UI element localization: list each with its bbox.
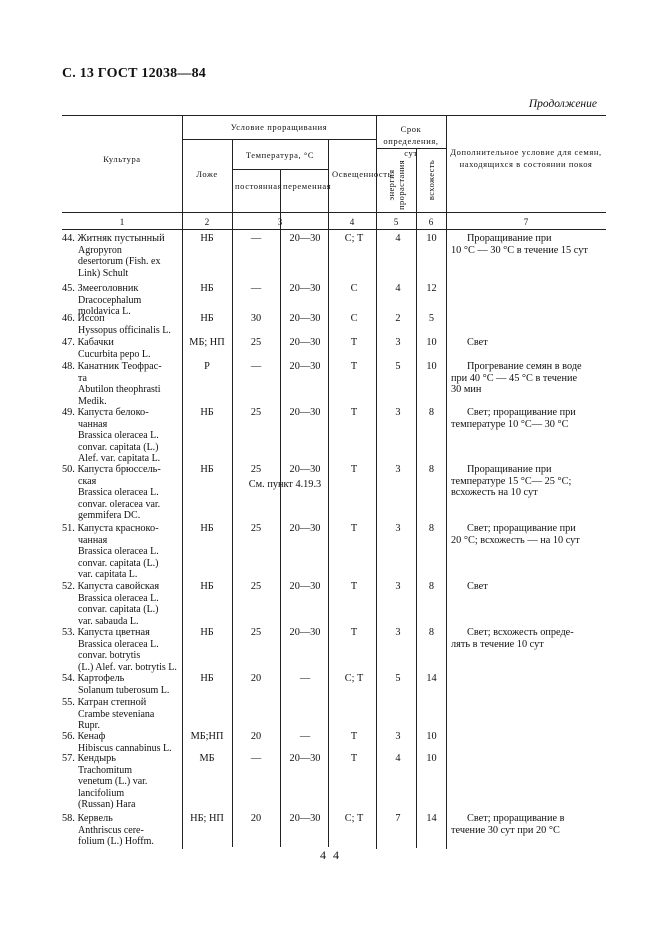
culture-line: чанная (78, 418, 108, 430)
bed-cell: НБ (200, 464, 214, 475)
germination-cell: 8 (428, 627, 435, 638)
culture-line: ская (78, 475, 97, 487)
culture-cell (62, 581, 180, 627)
additional-cell (451, 627, 606, 650)
variable-temp-cell: 20—30 (289, 581, 321, 592)
culture-cell (62, 813, 180, 848)
culture-cell (62, 313, 180, 336)
culture-line: 48. Канатник Теофрас- (62, 361, 162, 372)
additional-line: Свет; всхожесть опреде- (467, 627, 574, 638)
lighting-cell: Т (350, 731, 358, 742)
bed-cell: НБ; НП (190, 813, 224, 824)
variable-temp-cell: 20—30 (289, 361, 321, 372)
colnum-5: 5 (393, 217, 399, 227)
germination-cell: 5 (428, 313, 435, 324)
additional-line: Свет; проращивание в (467, 813, 565, 824)
bed-cell: МБ; НП (189, 337, 225, 348)
variable-temp-cell: 20—30 (289, 464, 321, 475)
culture-line: Brassica oleracea L. (78, 430, 159, 442)
culture-line: 56. Кенаф (62, 731, 106, 742)
culture-cell (62, 233, 180, 279)
culture-line: 50. Капуста брюссель- (62, 464, 161, 475)
additional-line: Проращивание при (467, 464, 552, 475)
culture-line: 58. Кервель (62, 813, 113, 824)
additional-line: 20 °С; всхожесть — на 10 сут (451, 534, 580, 546)
germination-cell: 8 (428, 407, 435, 418)
variable-temp-cell: 20—30 (289, 407, 321, 418)
culture-cell (62, 673, 180, 696)
energy-cell: 4 (395, 753, 401, 764)
energy-cell: 4 (395, 233, 401, 244)
page-number: 4 4 (320, 848, 341, 862)
header-rule-conditions (182, 139, 376, 140)
energy-cell: 5 (395, 673, 401, 684)
header-bottom-border (62, 212, 606, 213)
table-top-border (62, 115, 606, 116)
additional-line: Свет (467, 337, 488, 348)
energy-cell: 3 (395, 464, 401, 475)
additional-cell (451, 233, 606, 256)
bed-cell: НБ (200, 313, 214, 324)
additional-cell (451, 337, 606, 349)
bed-cell: НБ (200, 673, 214, 684)
additional-line: 30 мин (451, 384, 482, 396)
culture-line: Cucurbita pepo L. (78, 348, 151, 360)
culture-line: convar. oleracea var. (78, 498, 161, 510)
culture-cell (62, 361, 180, 407)
constant-temp-cell: 25 (250, 407, 262, 418)
energy-cell: 3 (395, 337, 401, 348)
culture-line: var. capitata L. (78, 569, 138, 581)
additional-line: Проращивание при (467, 233, 552, 244)
culture-line: та (78, 372, 87, 384)
germination-cell: 10 (426, 337, 437, 348)
header-additional: Дополнительное условие для семян, находящихся в состоянии покоя (450, 147, 602, 169)
reference-note: См. пункт 4.19.3 (248, 479, 322, 490)
culture-line: Crambe steveniana (78, 708, 155, 720)
additional-cell (451, 581, 606, 593)
germination-cell: 10 (426, 233, 437, 244)
additional-line: течение 30 сут при 20 °С (451, 824, 560, 836)
bed-cell: МБ;НП (190, 731, 224, 742)
culture-line: Rupr. (78, 720, 100, 732)
additional-cell (451, 407, 606, 430)
header-energy: энергия прорастания (386, 160, 406, 210)
colnum-6: 6 (428, 217, 434, 227)
lighting-cell: Т (350, 337, 358, 348)
culture-line: 51. Капуста красноко- (62, 523, 159, 534)
header-germination: всхожесть (426, 159, 436, 201)
culture-cell (62, 753, 180, 811)
energy-cell: 2 (395, 313, 401, 324)
culture-line: 47. Кабачки (62, 337, 114, 348)
bed-cell: НБ (200, 627, 214, 638)
constant-temp-cell: 25 (250, 627, 262, 638)
culture-line: 55. Катран степной (62, 697, 147, 708)
additional-line: 10 °С — 30 °С в течение 15 сут (451, 244, 588, 256)
culture-line: Hibiscus cannabinus L. (78, 742, 172, 754)
additional-cell (451, 523, 606, 546)
culture-line: Agropyron (78, 244, 122, 256)
culture-cell (62, 697, 180, 732)
culture-line: Solanum tuberosum L. (78, 684, 170, 696)
bed-cell: Р (204, 361, 210, 372)
constant-temp-cell: 20 (250, 731, 262, 742)
colnum-7: 7 (523, 217, 529, 227)
variable-temp-cell: — (299, 731, 311, 742)
energy-cell: 3 (395, 523, 401, 534)
energy-cell: 4 (395, 283, 401, 294)
constant-temp-cell: 30 (250, 313, 262, 324)
culture-line: 46. Иссоп (62, 313, 105, 324)
culture-line: (L.) Alef. var. botrytis L. (78, 661, 177, 673)
culture-line: 54. Картофель (62, 673, 125, 684)
variable-temp-cell: 20—30 (289, 337, 321, 348)
colnum-2: 2 (204, 217, 210, 227)
additional-line: Свет; проращивание при (467, 407, 576, 418)
culture-line: 53. Капуста цветная (62, 627, 150, 638)
constant-temp-cell: — (250, 361, 262, 372)
header-lighting: Освещенность (332, 169, 393, 179)
culture-line: 45. Змееголовник (62, 283, 139, 294)
culture-line: 52. Капуста савойская (62, 581, 160, 592)
additional-line: лять в течение 10 сут (451, 638, 544, 650)
constant-temp-cell: 25 (250, 581, 262, 592)
constant-temp-cell: 25 (250, 337, 262, 348)
culture-line: convar. capitata (L.) (78, 604, 159, 616)
culture-line: Brassica oleracea L. (78, 592, 159, 604)
lighting-cell: С; Т (344, 673, 364, 684)
energy-cell: 3 (395, 407, 401, 418)
germination-cell: 8 (428, 581, 435, 592)
lighting-cell: Т (350, 464, 358, 475)
constant-temp-cell: — (250, 283, 262, 294)
col-divider-6 (416, 148, 417, 848)
culture-line: 57. Кендырь (62, 753, 117, 764)
germination-cell: 10 (426, 361, 437, 372)
lighting-cell: Т (350, 753, 358, 764)
additional-line: Прогревание семян в воде (467, 361, 582, 372)
colnum-4: 4 (349, 217, 355, 227)
bed-cell: НБ (200, 523, 214, 534)
lighting-cell: С (350, 313, 358, 324)
variable-temp-cell: 20—30 (289, 233, 321, 244)
culture-line: Dracocephalum (78, 294, 142, 306)
culture-line: convar. botrytis (78, 650, 141, 662)
culture-line: Hyssopus officinalis L. (78, 324, 171, 336)
germination-cell: 12 (426, 283, 437, 294)
energy-cell: 3 (395, 627, 401, 638)
header-constant: постоянная (235, 181, 283, 191)
lighting-cell: Т (350, 581, 358, 592)
colnum-3: 3 (277, 217, 283, 227)
additional-line: при 40 °С — 45 °С в течение (451, 372, 578, 384)
variable-temp-cell: 20—30 (289, 753, 321, 764)
culture-cell (62, 627, 180, 673)
culture-line: moldavica L. (78, 306, 131, 318)
constant-temp-cell: — (250, 753, 262, 764)
header-bed: Ложе (196, 169, 218, 179)
culture-line: Anthriscus cere- (78, 824, 144, 836)
culture-line: 49. Капуста белоко- (62, 407, 149, 418)
additional-line: Свет; проращивание при (467, 523, 576, 534)
lighting-cell: Т (350, 407, 358, 418)
additional-cell (451, 813, 606, 836)
page-header: С. 13 ГОСТ 12038—84 (62, 66, 206, 81)
culture-line: Brassica oleracea L. (78, 638, 159, 650)
additional-cell (451, 464, 606, 499)
energy-cell: 3 (395, 581, 401, 592)
variable-temp-cell: 20—30 (289, 283, 321, 294)
header-germination-conditions: Условие проращивания (230, 122, 328, 132)
lighting-cell: С; Т (344, 813, 364, 824)
culture-line: чанная (78, 534, 108, 546)
header-terms: Срок определения, сут (383, 124, 439, 158)
lighting-cell: Т (350, 627, 358, 638)
culture-line: Medik. (78, 395, 107, 407)
culture-line: Link) Schult (78, 267, 129, 279)
culture-line: convar. capitata (L.) (78, 557, 159, 569)
culture-line: var. sabauda L. (78, 615, 139, 627)
germination-cell: 8 (428, 464, 435, 475)
header-culture: Культура (103, 154, 141, 164)
culture-line: venetum (L.) var. (78, 776, 148, 788)
variable-temp-cell: — (299, 673, 311, 684)
colnum-1: 1 (119, 217, 125, 227)
culture-line: folium (L.) Hoffm. (78, 836, 154, 848)
bed-cell: НБ (200, 283, 214, 294)
header-variable: переменная (283, 181, 332, 191)
culture-line: lancifolium (78, 787, 125, 799)
variable-temp-cell: 20—30 (289, 627, 321, 638)
energy-cell: 5 (395, 361, 401, 372)
constant-temp-cell: 25 (250, 523, 262, 534)
constant-temp-cell: 20 (250, 813, 262, 824)
additional-cell (451, 361, 606, 396)
col-divider-3 (280, 169, 281, 847)
lighting-cell: С (350, 283, 358, 294)
constant-temp-cell: — (250, 233, 262, 244)
energy-cell: 3 (395, 731, 401, 742)
constant-temp-cell: 25 (250, 464, 262, 475)
culture-line: desertorum (Fish. ex (78, 256, 161, 268)
variable-temp-cell: 20—30 (289, 313, 321, 324)
header-temperature: Температура, °С (245, 150, 315, 160)
bed-cell: МБ (199, 753, 215, 764)
culture-cell (62, 523, 180, 581)
lighting-cell: Т (350, 361, 358, 372)
culture-line: Brassica oleracea L. (78, 487, 159, 499)
germination-cell: 10 (426, 753, 437, 764)
culture-line: gemmifera DC. (78, 510, 141, 522)
variable-temp-cell: 20—30 (289, 813, 321, 824)
germination-cell: 10 (426, 731, 437, 742)
culture-line: Abutilon theophrasti (78, 384, 161, 396)
continuation-label: Продолжение (528, 98, 597, 110)
bed-cell: НБ (200, 581, 214, 592)
culture-line: (Russan) Hara (78, 799, 136, 811)
additional-line: температуре 10 °С— 30 °С (451, 418, 569, 430)
bed-cell: НБ (200, 407, 214, 418)
culture-line: Brassica oleracea L. (78, 546, 159, 558)
variable-temp-cell: 20—30 (289, 523, 321, 534)
energy-cell: 7 (395, 813, 401, 824)
culture-cell (62, 464, 180, 522)
column-number-rule (62, 229, 606, 230)
additional-line: температуре 15 °С— 25 °С; (451, 475, 572, 487)
additional-line: Свет (467, 581, 488, 592)
culture-line: Alef. var. capitata L. (78, 453, 161, 465)
lighting-cell: Т (350, 523, 358, 534)
culture-cell (62, 337, 180, 360)
culture-cell (62, 407, 180, 465)
constant-temp-cell: 20 (250, 673, 262, 684)
culture-line: convar. capitata (L.) (78, 441, 159, 453)
germination-cell: 14 (426, 673, 437, 684)
germination-cell: 14 (426, 813, 437, 824)
additional-line: всхожесть на 10 сут (451, 487, 538, 499)
lighting-cell: С; Т (344, 233, 364, 244)
germination-cell: 8 (428, 523, 435, 534)
culture-line: 44. Житняк пустынный (62, 233, 165, 244)
culture-line: Trachomitum (78, 764, 133, 776)
bed-cell: НБ (200, 233, 214, 244)
culture-cell (62, 731, 180, 754)
